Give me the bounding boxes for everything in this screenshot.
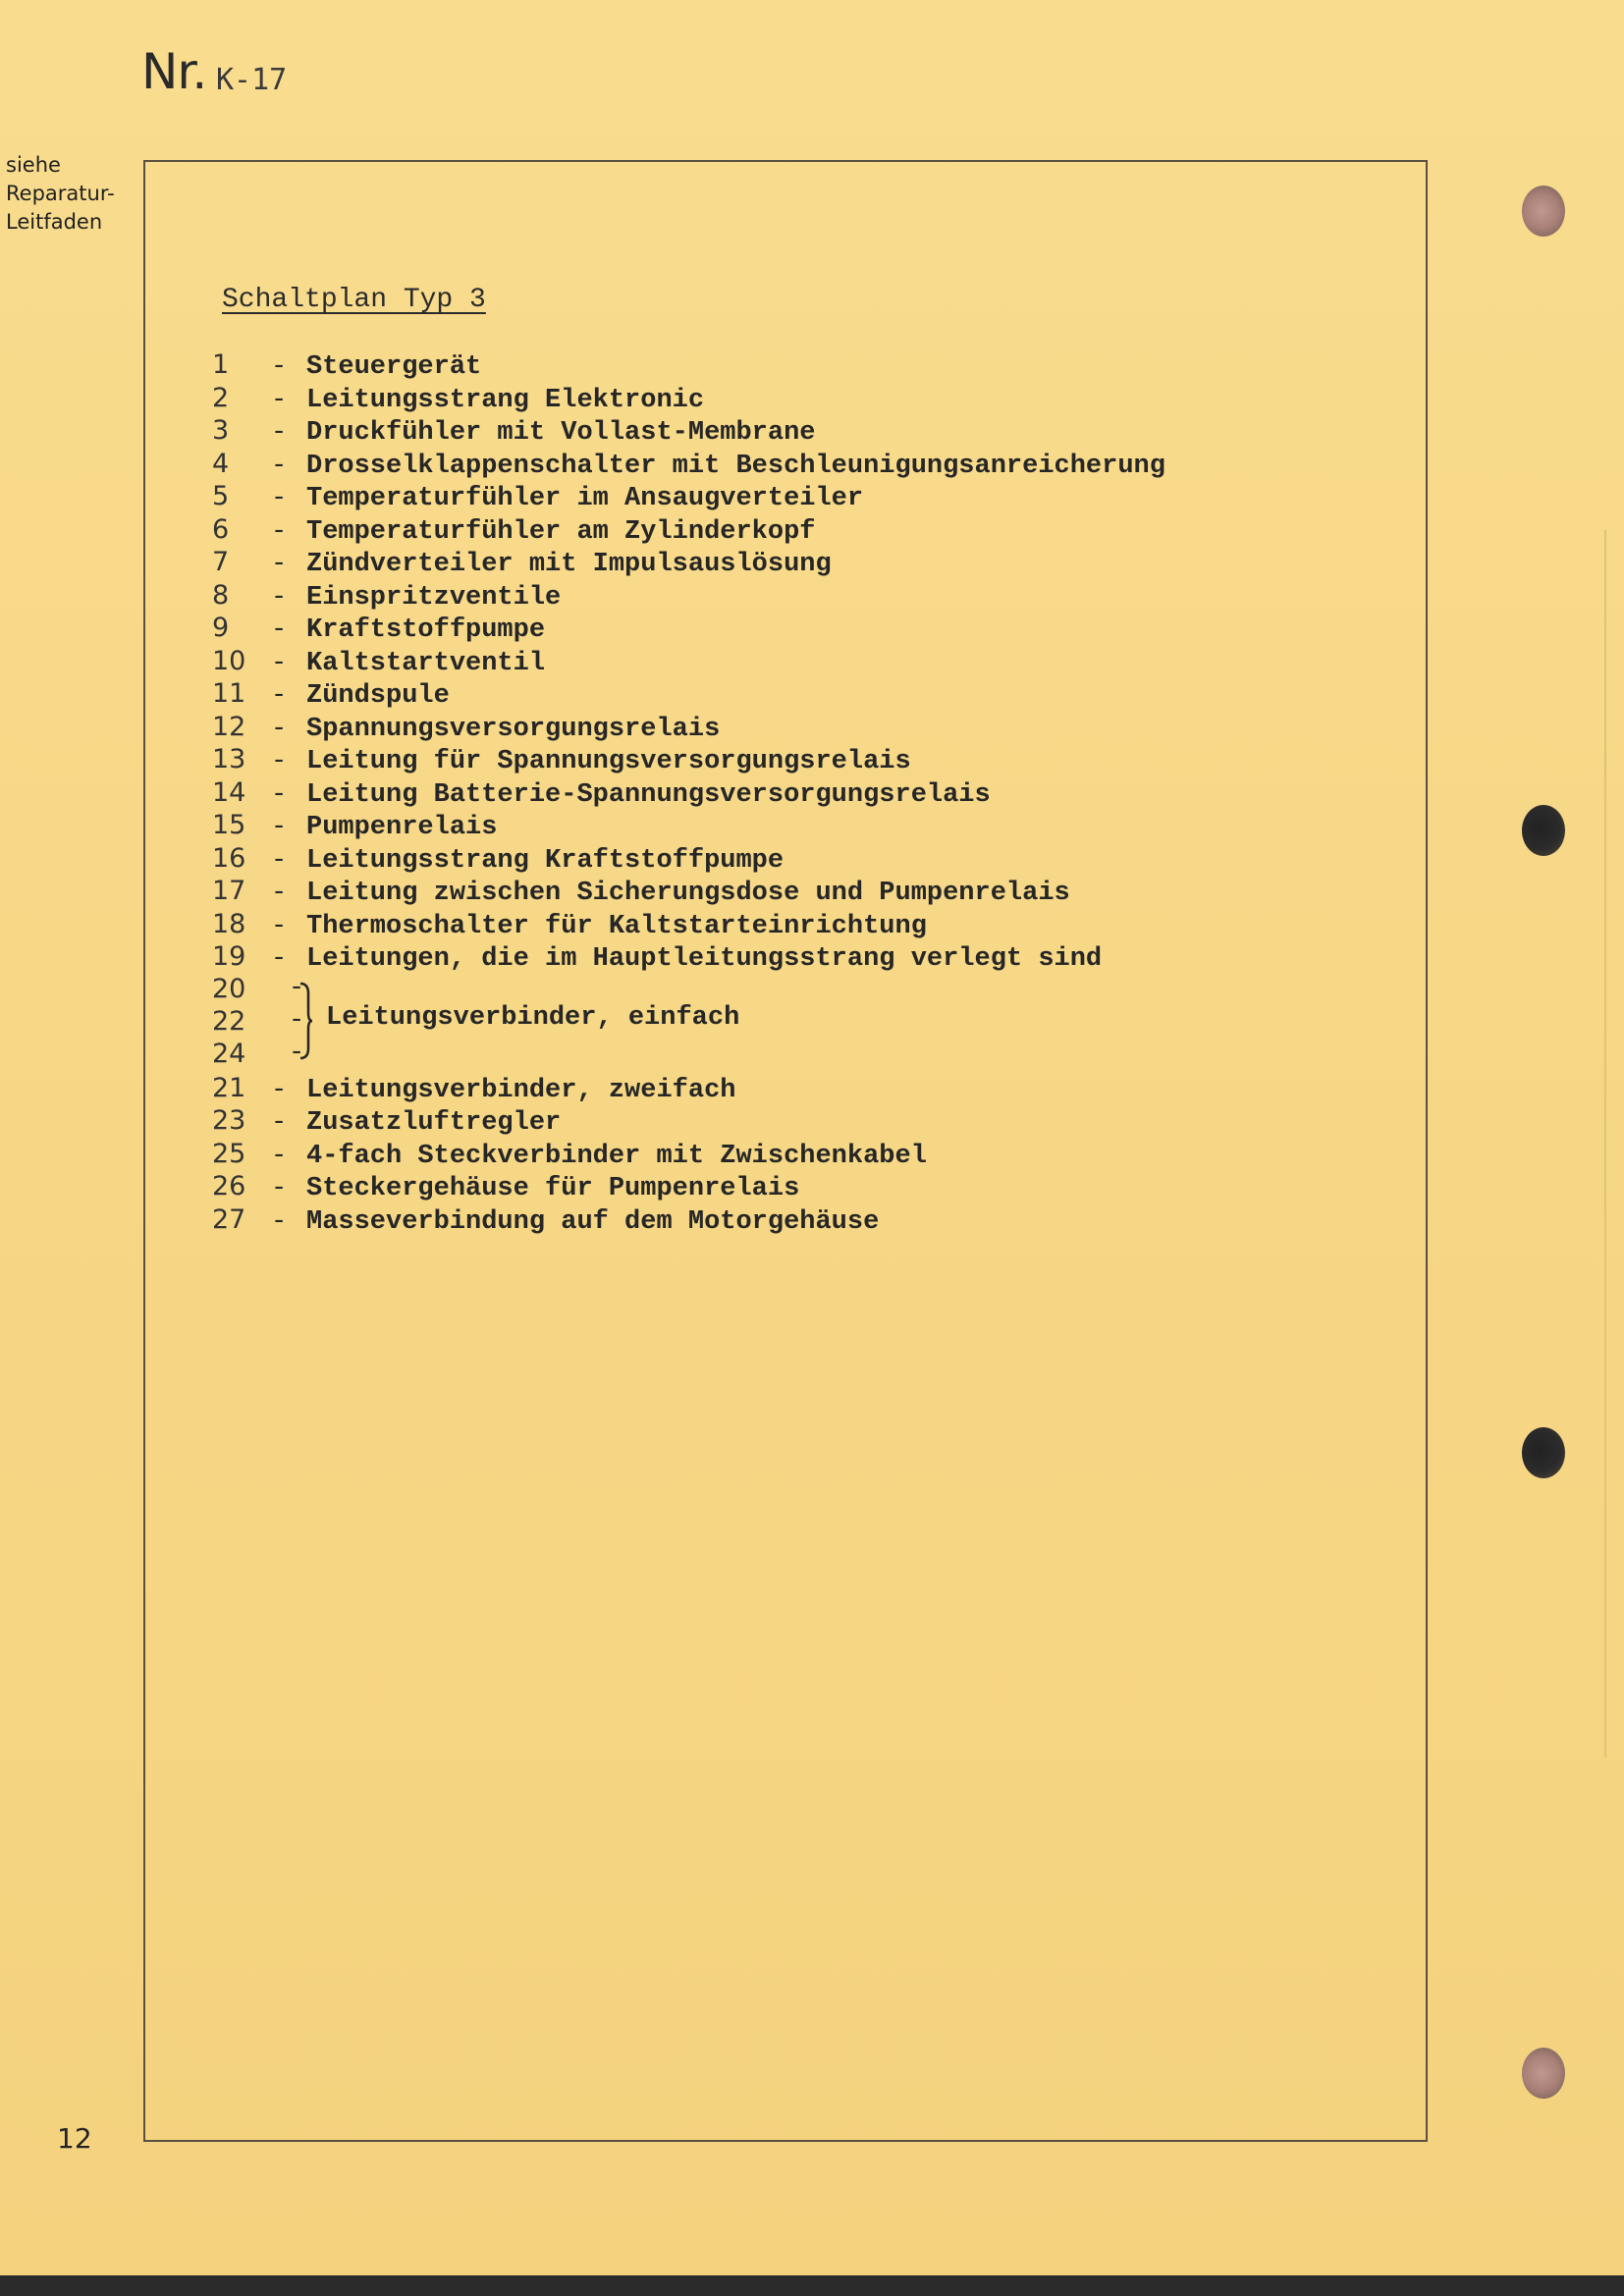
legend-dash: -	[271, 1141, 288, 1171]
legend-number: 5	[212, 481, 230, 511]
legend-text: Spannungsversorgungsrelais	[306, 714, 721, 744]
legend-item	[212, 348, 1165, 382]
legend-number: 18	[212, 908, 246, 939]
legend-number: 8	[212, 579, 230, 611]
legend-number: 12	[212, 711, 246, 742]
legend-item	[212, 1104, 1165, 1138]
legend-item	[212, 743, 1165, 776]
margin-note	[6, 151, 124, 237]
legend-number: 14	[212, 776, 246, 808]
legend-text: Leitungen, die im Hauptleitungsstrang verlegt sind	[306, 944, 1103, 974]
legend-item	[212, 842, 1165, 876]
legend-text: Druckfühler mit Vollast-Membrane	[306, 418, 816, 448]
legend-dash: -	[271, 1075, 288, 1105]
legend-dash: -	[289, 1038, 305, 1068]
legend-number: 22	[212, 1005, 246, 1037]
legend-dash: -	[271, 484, 288, 513]
margin-note-line: Leitfaden	[6, 210, 103, 234]
legend-number: 23	[212, 1105, 246, 1136]
legend-dash: -	[271, 747, 288, 776]
punch-hole-icon	[1522, 186, 1565, 237]
legend-list	[212, 348, 1165, 1236]
legend-number: 3	[212, 415, 230, 446]
legend-dash: -	[271, 1108, 288, 1138]
legend-item	[212, 382, 1165, 415]
legend-item	[212, 612, 1165, 645]
legend-text: Kaltstartventil	[306, 648, 546, 678]
number-prefix: Nr.	[141, 43, 207, 100]
legend-item	[212, 711, 1165, 744]
legend-dash: -	[271, 418, 288, 448]
punch-hole-icon	[1522, 1427, 1565, 1478]
legend-text: Zündverteiler mit Impulsauslösung	[306, 550, 832, 579]
legend-item	[212, 776, 1165, 810]
legend-dash: -	[271, 1206, 288, 1237]
legend-text: Leitungsverbinder, zweifach	[306, 1075, 736, 1105]
legend-number: 7	[212, 547, 230, 577]
legend-item	[212, 513, 1165, 547]
legend-text: Drosselklappenschalter mit Beschleunigungsanreicherung	[306, 451, 1165, 481]
legend-dash: -	[271, 352, 288, 382]
legend-dash: -	[271, 648, 288, 678]
legend-item	[212, 546, 1165, 579]
legend-dash: -	[271, 779, 288, 810]
legend-dash: -	[271, 385, 288, 415]
legend-number: 19	[212, 941, 246, 972]
legend-number: 11	[212, 678, 246, 709]
legend-number: 9	[212, 613, 230, 643]
legend-text: 4-fach Steckverbinder mit Zwischenkabel	[306, 1141, 927, 1171]
legend-item	[212, 448, 1165, 481]
legend-dash: -	[289, 1005, 305, 1036]
legend-number: 24	[212, 1038, 246, 1069]
legend-text: Leitungsstrang Elektronic	[306, 385, 705, 415]
legend-text: Thermoschalter für Kaltstarteinrichtung	[306, 911, 927, 941]
scan-edge	[0, 2275, 1624, 2296]
legend-dash: -	[271, 550, 288, 579]
legend-dash: -	[271, 681, 288, 711]
legend-dash: -	[289, 973, 305, 1003]
legend-item	[212, 480, 1165, 513]
legend-item	[212, 1072, 1165, 1105]
legend-item	[212, 940, 1165, 974]
punch-hole-icon	[1522, 805, 1565, 856]
legend-dash: -	[271, 714, 288, 744]
legend-number: 1	[212, 349, 230, 380]
legend-text: Leitungsstrang Kraftstoffpumpe	[306, 845, 785, 876]
legend-dash: -	[271, 845, 288, 876]
legend-number: 26	[212, 1171, 246, 1201]
legend-item	[212, 579, 1165, 613]
legend-dash: -	[271, 813, 288, 842]
legend-dash: -	[271, 451, 288, 481]
paper-edge-line	[1604, 530, 1606, 1757]
document-code: K-17	[216, 63, 288, 97]
legend-text: Zusatzluftregler	[306, 1108, 562, 1138]
legend-text: Steuergerät	[306, 352, 482, 382]
legend-item	[212, 875, 1165, 908]
legend-number: 10	[212, 645, 246, 676]
legend-dash: -	[271, 615, 288, 645]
legend-text: Pumpenrelais	[306, 813, 498, 842]
legend-item	[212, 908, 1165, 941]
legend-text: Kraftstoffpumpe	[306, 615, 546, 645]
legend-group-text: Leitungsverbinder, einfach	[326, 1002, 740, 1033]
legend-text: Zündspule	[306, 681, 450, 711]
legend-number: 21	[212, 1072, 246, 1103]
legend-text: Leitung für Spannungsversorgungsrelais	[306, 747, 911, 776]
legend-number: 4	[212, 448, 230, 479]
legend-text: Steckergehäuse für Pumpenrelais	[306, 1174, 800, 1203]
legend-dash: -	[271, 944, 288, 974]
legend-dash: -	[271, 879, 288, 908]
legend-number: 16	[212, 842, 246, 874]
legend-number: 17	[212, 876, 246, 906]
margin-note-line: siehe	[6, 153, 61, 177]
legend-item	[212, 1170, 1165, 1203]
legend-number: 13	[212, 744, 246, 774]
legend-item	[212, 677, 1165, 711]
legend-text: Leitung zwischen Sicherungsdose und Pumpenrelais	[306, 879, 1070, 908]
legend-number: 2	[212, 382, 230, 413]
legend-text: Temperaturfühler im Ansaugverteiler	[306, 484, 864, 513]
legend-dash: -	[271, 516, 288, 547]
legend-number: 6	[212, 513, 230, 545]
legend-text: Leitung Batterie-Spannungsversorgungsrelais	[306, 779, 991, 810]
legend-dash: -	[271, 911, 288, 941]
legend-number: 15	[212, 810, 246, 840]
legend-group	[212, 974, 1165, 1072]
legend-item	[212, 1203, 1165, 1237]
page-number: 12	[57, 2122, 92, 2155]
page-title: Schaltplan Typ 3	[222, 285, 486, 315]
legend-number: 27	[212, 1203, 246, 1235]
legend-item	[212, 1138, 1165, 1171]
legend-item	[212, 414, 1165, 448]
legend-item	[212, 645, 1165, 678]
legend-dash: -	[271, 582, 288, 613]
legend-number: 20	[212, 973, 246, 1004]
brace-icon	[298, 982, 312, 1060]
legend-text: Einspritzventile	[306, 582, 562, 613]
margin-note-line: Reparatur-	[6, 182, 115, 205]
legend-number: 25	[212, 1138, 246, 1169]
legend-text: Temperaturfühler am Zylinderkopf	[306, 516, 816, 547]
legend-item	[212, 809, 1165, 842]
punch-hole-icon	[1522, 2048, 1565, 2099]
legend-text: Masseverbindung auf dem Motorgehäuse	[306, 1206, 880, 1237]
legend-dash: -	[271, 1174, 288, 1203]
